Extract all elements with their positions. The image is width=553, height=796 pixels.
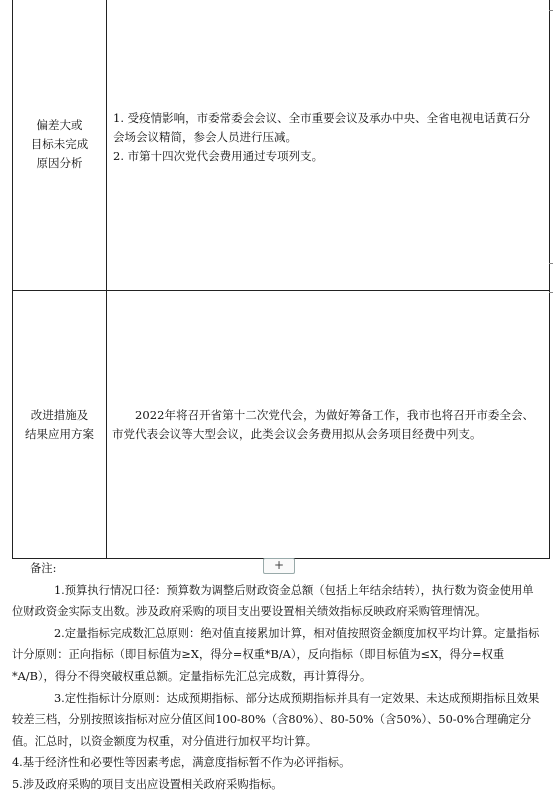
notes-section bbox=[12, 558, 542, 796]
improvement-text: 2022年将召开省第十二次党代会，为做好筹备工作，我市也将召开市委全会、市党代表会议等大型会议，此类会议会务费用拟从会务项目经费中列支。 bbox=[112, 408, 535, 441]
improvement-content-cell[interactable] bbox=[107, 291, 550, 559]
deviation-row bbox=[13, 0, 550, 291]
deviation-label-line: 偏差大或 bbox=[36, 118, 83, 132]
deviation-label-line: 目标未完成 bbox=[30, 137, 89, 151]
page-edge-mark bbox=[549, 292, 553, 293]
improvement-label-line: 结果应用方案 bbox=[25, 426, 94, 441]
add-row-button[interactable]: + bbox=[263, 558, 295, 574]
evaluation-table bbox=[12, 0, 550, 559]
page-edge-mark bbox=[549, 263, 553, 264]
improvement-label-cell bbox=[13, 291, 107, 559]
note-item: 3.定性指标计分原则：达成预期指标、部分达成预期指标并具有一定效果、未达成预期指标且效果较差三档，分别按照该指标对应分值区间100-80%（含80%）、80-50%（含50%）、50-0%合理确定分值。汇总时，以资金额度为权重，对分值进行加权平均计算。 bbox=[12, 691, 540, 748]
deviation-content-cell[interactable] bbox=[107, 0, 550, 291]
note-item: 5.涉及政府采购的项目支出应设置相关政府采购指标。 bbox=[12, 777, 283, 791]
deviation-label-line: 原因分析 bbox=[36, 156, 83, 170]
deviation-item: 2. 市第十四次党代会费用通过专项列支。 bbox=[113, 149, 324, 163]
deviation-label-cell bbox=[13, 0, 107, 291]
improvement-label-line: 改进措施及 bbox=[30, 407, 89, 422]
note-item: 4.基于经济性和必要性等因素考虑，满意度指标暂不作为必评指标。 bbox=[12, 756, 351, 770]
deviation-item: 1. 受疫情影响，市委常委会会议、全市重要会议及承办中央、全省电视电话黄石分会场会议精简，参会人员进行压减。 bbox=[113, 111, 531, 144]
improvement-row bbox=[13, 291, 550, 559]
note-item: 2.定量指标完成数汇总原则：绝对值直接累加计算，相对值按照资金额度加权平均计算。定量指标计分原则：正向指标（即目标值为≥X，得分=权重*B/A），反向指标（即目标值为≤X，得分=权重*A/B），得分不得突破权重总额。定量指标先汇总完成数，再计算得分。 bbox=[12, 626, 540, 683]
note-item: 1.预算执行情况口径：预算数为调整后财政资金总额（包括上年结余结转），执行数为资金使用单位财政资金实际支出数。涉及政府采购的项目支出要设置相关绩效指标反映政府采购管理情况。 bbox=[12, 583, 534, 619]
page-edge-mark bbox=[549, 10, 553, 11]
notes-title: 备注: bbox=[30, 562, 57, 575]
